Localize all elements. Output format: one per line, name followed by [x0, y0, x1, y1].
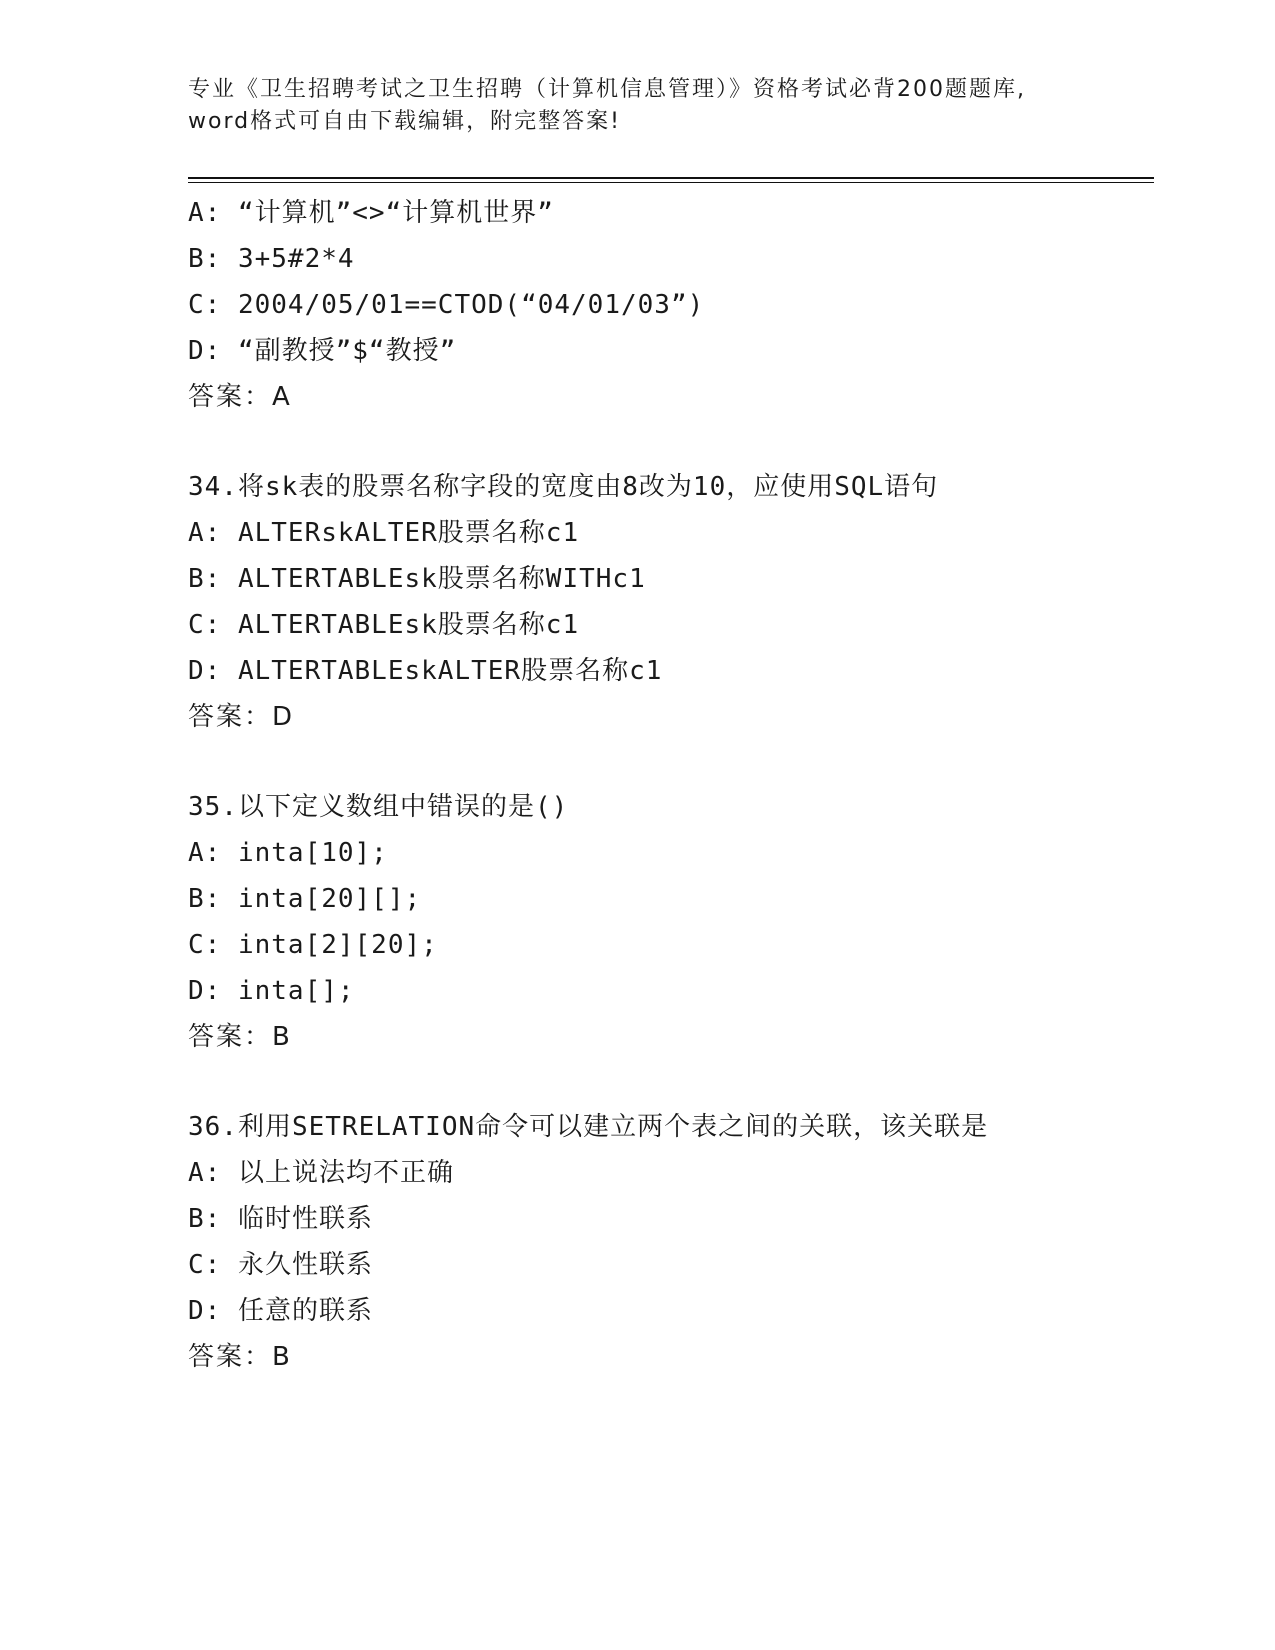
- document-header: [188, 74, 1088, 138]
- option-d: D: 任意的联系: [188, 1296, 373, 1326]
- option-c: C: 2004/05/01==CTOD(“04/01/03”): [188, 290, 705, 320]
- option-b: B: 临时性联系: [188, 1204, 373, 1234]
- header-divider-thick: [188, 177, 1154, 179]
- option-a: A: inta[10];: [188, 838, 388, 868]
- question-block-36: [188, 1104, 1148, 1380]
- question-block-35: [188, 784, 1148, 1060]
- option-a: A: “计算机”<>“计算机世界”: [188, 198, 554, 228]
- option-b: B: inta[20][];: [188, 884, 422, 914]
- question-block-34: [188, 464, 1148, 740]
- question-text: 35.以下定义数组中错误的是(): [188, 792, 569, 822]
- option-d: D: ALTERTABLEskALTER股票名称c1: [188, 656, 663, 686]
- question-text: 34.将sk表的股票名称字段的宽度由8改为10，应使用SQL语句: [188, 472, 939, 502]
- option-c: C: 永久性联系: [188, 1250, 373, 1280]
- question-text: 36.利用SETRELATION命令可以建立两个表之间的关联，该关联是: [188, 1112, 989, 1142]
- option-c: C: inta[2][20];: [188, 930, 438, 960]
- header-line-1: 专业《卫生招聘考试之卫生招聘（计算机信息管理）》资格考试必背200题题库,: [188, 77, 1026, 102]
- option-d: D: inta[];: [188, 976, 355, 1006]
- option-a: A: ALTERskALTER股票名称c1: [188, 518, 580, 548]
- option-b: B: ALTERTABLEsk股票名称WITHc1: [188, 564, 646, 594]
- answer-line: 答案：B: [188, 1022, 292, 1052]
- option-d: D: “副教授”$“教授”: [188, 336, 457, 366]
- option-a: A: 以上说法均不正确: [188, 1158, 454, 1188]
- question-block-33: [188, 190, 1148, 420]
- answer-line: 答案：A: [188, 382, 292, 412]
- header-line-2: word格式可自由下载编辑，附完整答案!: [188, 109, 621, 134]
- header-divider-thin: [188, 182, 1154, 183]
- question-list: [188, 190, 1148, 1380]
- answer-line: 答案：D: [188, 702, 295, 732]
- answer-line: 答案：B: [188, 1342, 292, 1372]
- option-c: C: ALTERTABLEsk股票名称c1: [188, 610, 580, 640]
- option-b: B: 3+5#2*4: [188, 244, 355, 274]
